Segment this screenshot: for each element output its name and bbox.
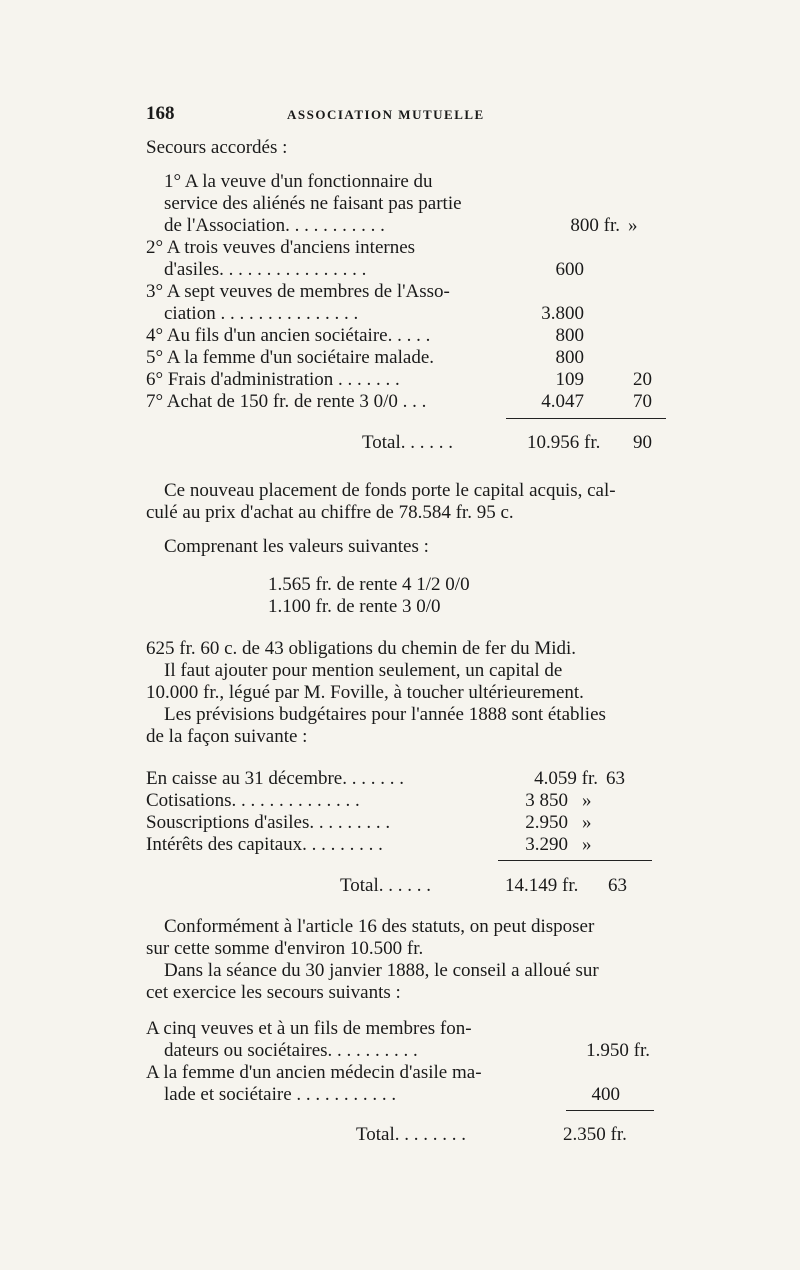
secours-item-1-cents: »: [628, 215, 638, 236]
budget-item-4-label: Intérêts des capitaux. . . . . . . . .: [146, 834, 383, 855]
secours-total-rule: [506, 418, 666, 419]
statuts-line-3: Dans la séance du 30 janvier 1888, le conseil a alloué sur: [164, 960, 599, 981]
secours-item-2-line-1: 2° A trois veuves d'anciens internes: [146, 237, 416, 258]
budget-total-cents: 63: [608, 875, 627, 896]
placement-line-1: Ce nouveau placement de fonds porte le capital acquis, cal-: [164, 480, 616, 501]
comprenant-line: Comprenant les valeurs suivantes :: [164, 536, 429, 557]
secours-item-3-line-1: 3° A sept veuves de membres de l'Asso-: [146, 281, 450, 302]
budget-item-1-label: En caisse au 31 décembre. . . . . . .: [146, 768, 404, 789]
secours-item-2-amount: 600: [555, 259, 584, 280]
secours-item-2-line-2: d'asiles. . . . . . . . . . . . . . . .: [164, 259, 367, 280]
budget-item-2-cents: »: [582, 790, 592, 811]
secours-total-label: Total. . . . . .: [362, 432, 454, 453]
secours-item-4-amount: 800: [555, 325, 584, 346]
final-item-1-line-2: dateurs ou sociétaires. . . . . . . . . .: [164, 1040, 418, 1061]
obligations-line-5: de la façon suivante :: [146, 726, 308, 747]
obligations-line-3: 10.000 fr., légué par M. Foville, à toucher ultérieurement.: [146, 682, 584, 703]
final-item-2-line-2: lade et sociétaire . . . . . . . . . . .: [164, 1084, 397, 1105]
valeur-1: 1.565 fr. de rente 4 1/2 0/0: [268, 574, 470, 595]
final-item-2-line-1: A la femme d'un ancien médecin d'asile ma-: [146, 1062, 482, 1083]
budget-item-1-amount: 4.059 fr.: [534, 768, 598, 789]
statuts-line-2: sur cette somme d'environ 10.500 fr.: [146, 938, 424, 959]
secours-item-5-line-1: 5° A la femme d'un sociétaire malade.: [146, 347, 435, 368]
budget-item-4-amount: 3.290: [525, 834, 568, 855]
page-number: 168: [146, 103, 175, 124]
obligations-line-1: 625 fr. 60 c. de 43 obligations du chemin de fer du Midi.: [146, 638, 577, 659]
secours-item-7-line-1: 7° Achat de 150 fr. de rente 3 0/0 . . .: [146, 391, 427, 412]
secours-total-amount: 10.956 fr.: [527, 432, 601, 453]
budget-item-1-cents: 63: [606, 768, 625, 789]
valeur-2: 1.100 fr. de rente 3 0/0: [268, 596, 441, 617]
secours-item-1-line-1: 1° A la veuve d'un fonctionnaire du: [164, 171, 433, 192]
secours-item-3-amount: 3.800: [541, 303, 584, 324]
secours-item-4-line-1: 4° Au fils d'un ancien sociétaire. . . . .: [146, 325, 431, 346]
budget-item-4-cents: »: [582, 834, 592, 855]
secours-item-5-amount: 800: [555, 347, 584, 368]
final-total-rule: [566, 1110, 654, 1111]
final-total-amount: 2.350 fr.: [563, 1124, 627, 1145]
secours-item-6-cents: 20: [633, 369, 652, 390]
budget-item-3-label: Souscriptions d'asiles. . . . . . . . .: [146, 812, 391, 833]
obligations-line-2: Il faut ajouter pour mention seulement, un capital de: [164, 660, 563, 681]
budget-item-3-amount: 2.950: [525, 812, 568, 833]
statuts-line-4: cet exercice les secours suivants :: [146, 982, 401, 1003]
secours-item-1-line-3: de l'Association. . . . . . . . . . .: [164, 215, 385, 236]
final-total-label: Total. . . . . . . .: [356, 1124, 467, 1145]
statuts-line-1: Conformément à l'article 16 des statuts, on peut disposer: [164, 916, 595, 937]
secours-item-7-cents: 70: [633, 391, 652, 412]
budget-total-label: Total. . . . . .: [340, 875, 432, 896]
budget-total-rule: [498, 860, 652, 861]
secours-item-3-line-2: ciation . . . . . . . . . . . . . . .: [164, 303, 359, 324]
budget-total-amount: 14.149 fr.: [505, 875, 579, 896]
running-title: ASSOCIATION MUTUELLE: [287, 107, 485, 122]
secours-item-6-line-1: 6° Frais d'administration . . . . . . .: [146, 369, 400, 390]
obligations-line-4: Les prévisions budgétaires pour l'année 1888 sont établies: [164, 704, 606, 725]
secours-item-6-amount: 109: [555, 369, 584, 390]
final-item-1-line-1: A cinq veuves et à un fils de membres fon-: [146, 1018, 472, 1039]
secours-heading: Secours accordés :: [146, 137, 288, 158]
budget-item-2-amount: 3 850: [525, 790, 568, 811]
secours-total-cents: 90: [633, 432, 652, 453]
budget-item-3-cents: »: [582, 812, 592, 833]
budget-item-2-label: Cotisations. . . . . . . . . . . . . .: [146, 790, 360, 811]
final-item-1-amount: 1.950 fr.: [586, 1040, 650, 1061]
final-item-2-amount: 400: [591, 1084, 620, 1105]
secours-item-7-amount: 4.047: [541, 391, 584, 412]
secours-item-1-line-2: service des aliénés ne faisant pas partie: [164, 193, 462, 214]
placement-line-2: culé au prix d'achat au chiffre de 78.584 fr. 95 c.: [146, 502, 514, 523]
secours-item-1-amount: 800 fr.: [570, 215, 620, 236]
